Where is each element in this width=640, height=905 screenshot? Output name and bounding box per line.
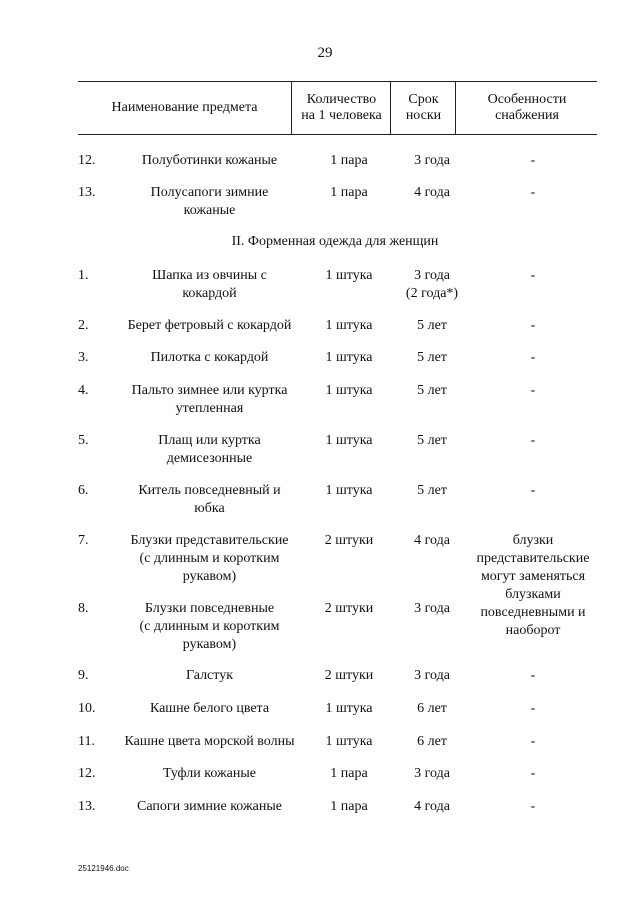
row-number: 3.	[78, 350, 89, 365]
item-name: Блузки представительские (с длинным и коротким рукавом)	[130, 533, 289, 584]
merged-note: блузки представительские могут заменяться блузками повседневными и наоборот	[476, 533, 590, 638]
item-term: 6 лет	[417, 701, 447, 716]
item-name: Полусапоги зимние кожаные	[150, 185, 269, 218]
row-number: 8.	[78, 601, 89, 616]
item-quantity: 1 штука	[325, 433, 373, 448]
item-name: Полуботинки кожаные	[141, 153, 278, 168]
item-quantity: 1 штука	[325, 483, 373, 498]
row-number: 4.	[78, 383, 89, 398]
item-name: Блузки повседневные (с длинным и коротким рукавом)	[139, 601, 280, 652]
item-term: 4 года	[414, 799, 450, 814]
item-note: -	[530, 383, 536, 398]
item-name: Китель повседневный и юбка	[138, 483, 281, 516]
item-note: -	[530, 734, 536, 749]
item-quantity: 1 штука	[325, 383, 373, 398]
row-number: 7.	[78, 533, 89, 548]
item-quantity: 1 штука	[325, 701, 373, 716]
item-quantity: 1 пара	[330, 185, 368, 200]
item-note: -	[530, 185, 536, 200]
item-quantity: 2 штуки	[324, 533, 374, 548]
item-name: Туфли кожаные	[163, 766, 256, 781]
item-note: -	[530, 668, 536, 683]
header-term: Срок носки	[390, 82, 456, 134]
table-header	[78, 81, 597, 135]
item-name: Шапка из овчины с кокардой	[152, 268, 267, 301]
row-number: 1.	[78, 268, 89, 283]
item-term: 3 года	[414, 153, 450, 168]
item-term: 4 года	[414, 185, 450, 200]
item-name: Пальто зимнее или куртка утепленная	[131, 383, 288, 416]
item-note: -	[530, 350, 536, 365]
item-term: 6 лет	[417, 734, 447, 749]
item-name: Галстук	[185, 668, 234, 683]
item-quantity: 1 пара	[330, 799, 368, 814]
item-quantity: 2 штуки	[324, 668, 374, 683]
item-term: 3 года (2 года*)	[405, 268, 459, 301]
item-quantity: 1 штука	[325, 318, 373, 333]
item-name: Берет фетровый с кокардой	[127, 318, 292, 333]
row-number: 6.	[78, 483, 89, 498]
item-note: -	[530, 153, 536, 168]
document-filename: 25121946.doc	[78, 864, 129, 873]
item-term: 5 лет	[417, 350, 447, 365]
item-term: 5 лет	[417, 433, 447, 448]
item-note: -	[530, 701, 536, 716]
item-note: -	[530, 268, 536, 283]
section-title: II. Форменная одежда для женщин	[231, 234, 439, 249]
item-term: 3 года	[414, 601, 450, 616]
row-number: 5.	[78, 433, 89, 448]
item-term: 3 года	[414, 766, 450, 781]
row-number: 10.	[78, 701, 96, 716]
item-note: -	[530, 433, 536, 448]
header-quantity: Количество на 1 человека	[291, 82, 391, 134]
item-name: Плащ или куртка демисезонные	[158, 433, 261, 466]
row-number: 12.	[78, 153, 96, 168]
item-term: 3 года	[414, 668, 450, 683]
item-quantity: 1 штука	[325, 350, 373, 365]
item-quantity: 1 штука	[325, 734, 373, 749]
row-number: 13.	[78, 799, 96, 814]
item-name: Пилотка с кокардой	[150, 350, 269, 365]
item-term: 5 лет	[417, 483, 447, 498]
item-term: 5 лет	[417, 383, 447, 398]
item-quantity: 1 пара	[330, 766, 368, 781]
item-name: Кашне цвета морской волны	[124, 734, 295, 749]
row-number: 9.	[78, 668, 89, 683]
page-number: 29	[317, 45, 333, 61]
item-quantity: 2 штуки	[324, 601, 374, 616]
row-number: 2.	[78, 318, 89, 333]
item-note: -	[530, 483, 536, 498]
item-note: -	[530, 766, 536, 781]
item-note: -	[530, 318, 536, 333]
item-note: -	[530, 799, 536, 814]
item-term: 4 года	[414, 533, 450, 548]
item-quantity: 1 пара	[330, 153, 368, 168]
item-term: 5 лет	[417, 318, 447, 333]
row-number: 11.	[78, 734, 95, 749]
header-notes: Особенности снабжения	[455, 82, 598, 134]
row-number: 13.	[78, 185, 96, 200]
row-number: 12.	[78, 766, 96, 781]
item-name: Кашне белого цвета	[149, 701, 270, 716]
item-name: Сапоги зимние кожаные	[137, 799, 282, 814]
item-quantity: 1 штука	[325, 268, 373, 283]
header-name: Наименование предмета	[111, 100, 258, 115]
